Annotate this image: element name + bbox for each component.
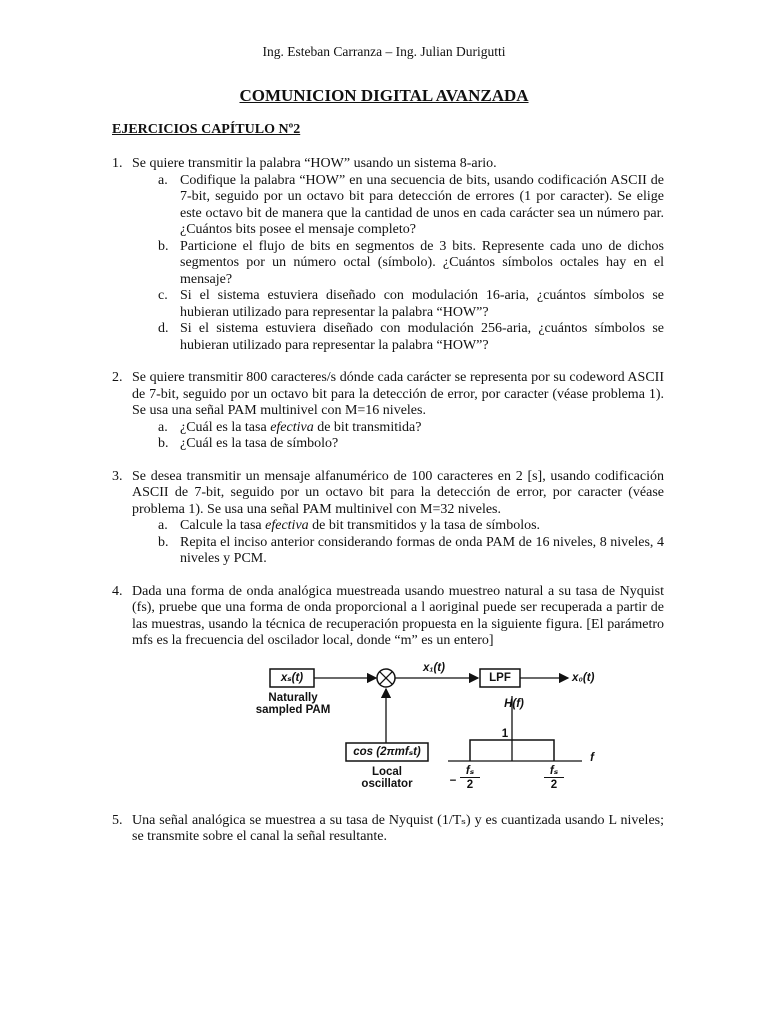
hf-height-label: 1	[501, 727, 509, 740]
sub-item	[132, 518, 664, 535]
exercise-5	[112, 813, 664, 846]
sub-letter: b.	[158, 534, 169, 550]
input-label: xₛ(t)	[280, 671, 304, 684]
sub-item	[132, 420, 664, 437]
sub-text-emphasis: efectiva	[265, 518, 309, 533]
exercise-number: 3.	[112, 468, 123, 484]
exercise-text: Se quiere transmitir la palabra “HOW” usando un sistema 8-ario.	[132, 156, 497, 171]
sub-text-pre: ¿Cuál es la tasa	[180, 419, 271, 435]
hf-label: H(f)	[504, 697, 524, 710]
sub-text: Si el sistema estuviera diseñado con modulación 256-aria, ¿cuántos símbolos se hubieran utilizado para representar la palabra “HOW”?	[180, 321, 664, 353]
sub-letter: a.	[158, 172, 168, 188]
sub-text: Particione el flujo de bits en segmentos de 3 bits. Represente cada uno de dichos segmentos por un número octal (símbolo). ¿Cuántos símbolos octales hay en el mensaje?	[180, 238, 664, 287]
sub-item	[132, 436, 664, 453]
exercise-4	[112, 584, 664, 650]
exercise-3	[112, 469, 664, 568]
sub-text: Repita el inciso anterior considerando formas de onda PAM de 16 niveles, 8 niveles, 4 niveles y PCM.	[180, 534, 664, 566]
exercise-number: 2.	[112, 370, 123, 385]
osc-caption-line1: Local	[371, 765, 403, 778]
exercise-2	[112, 370, 664, 453]
oscillator-label: cos (2πmfₛt)	[353, 745, 421, 758]
sub-letter: b.	[158, 238, 169, 254]
sub-text: Codifique la palabra “HOW” en una secuencia de bits, usando codificación ASCII de 7-bit, seguido por un octavo bit para detección de errores (1 por caracter). Se elige este octavo bit de manera que la cantidad de unos en cada carácter sea un número par.¿Cuántos bits posee el mensaje completo?	[180, 172, 664, 237]
pos-cutoff-denominator: 2	[550, 778, 558, 791]
sub-text-emphasis: efectiva	[270, 419, 314, 435]
f-axis-label: f	[590, 751, 594, 764]
exercise-number: 4.	[112, 583, 123, 599]
exercise-number: 5.	[112, 812, 123, 828]
sub-item	[132, 535, 664, 568]
sub-letter: b.	[158, 436, 169, 451]
neg-sign: −	[449, 774, 457, 787]
osc-caption-line2: oscillator	[361, 777, 413, 790]
recovery-block-diagram	[242, 658, 622, 803]
sub-text: Si el sistema estuviera diseñado con modulación 16-aria, ¿cuántos símbolos se hubieran utilizado para representar la palabra “HOW”?	[180, 288, 664, 320]
lpf-label: LPF	[489, 671, 511, 684]
pos-cutoff-numerator: fₛ	[544, 765, 564, 778]
exercise-list	[112, 156, 664, 846]
output-label: x₀(t)	[572, 671, 595, 684]
sub-item	[132, 321, 664, 354]
sub-letter: c.	[158, 288, 168, 303]
document-title: COMUNICION DIGITAL AVANZADA	[239, 86, 529, 105]
sub-item	[132, 173, 664, 239]
exercise-text: Una señal analógica se muestrea a su tasa de Nyquist (1/Tₛ) y es cuantizada usando L niveles; se transmite sobre el canal la señal resultante.	[132, 812, 664, 844]
input-caption-line2: sampled PAM	[255, 703, 331, 716]
sub-text: ¿Cuál es la tasa de símbolo?	[180, 436, 339, 451]
mixer-output-label: x₁(t)	[423, 661, 445, 674]
chapter-subtitle: EJERCICIOS CAPÍTULO Nº2	[112, 122, 301, 137]
neg-cutoff-denominator: 2	[466, 778, 474, 791]
exercise-text: Dada una forma de onda analógica muestreada usando muestreo natural a su tasa de Nyquist (fs), pruebe que una forma de onda proporcional a l aoriginal puede ser recuperada a partir de las muestras, usando la técnica de recuperación propuesta en la siguiente figura. [El parámetro mfs es la frecuencia del oscilador local, donde “m” es un entero]	[132, 583, 664, 648]
neg-cutoff-numerator: fₛ	[460, 765, 480, 778]
exercise-number: 1.	[112, 156, 123, 171]
exercise-1	[112, 156, 664, 354]
sub-letter: a.	[158, 518, 168, 533]
exercise-text: Se quiere transmitir 800 caracteres/s dónde cada carácter se representa por su codeword ASCII de 7-bit, seguido por un octavo bit para la detección de error, por caracter (véase problema 1). Se usa una señal PAM multinivel con M=16 niveles.	[132, 370, 664, 418]
input-caption-line1: Naturally	[268, 691, 318, 704]
sub-item	[132, 288, 664, 321]
sub-letter: d.	[158, 321, 169, 336]
sub-text-pre: Calcule la tasa	[180, 518, 266, 533]
sub-item	[132, 239, 664, 289]
sub-letter: a.	[158, 419, 168, 435]
exercise-text: Se desea transmitir un mensaje alfanumérico de 100 caracteres en 2 [s], usando codificación ASCII de 7-bit, seguido por un octavo bit para la detección de error, por caracter (véase problema 1). Se usa una señal PAM multinivel con M=32 niveles.	[132, 468, 664, 517]
sub-text-post: de bit transmitidos y la tasa de símbolos.	[308, 518, 541, 533]
sub-text-post: de bit transmitida?	[313, 419, 422, 435]
page-header: Ing. Esteban Carranza – Ing. Julian Durigutti	[262, 44, 506, 59]
